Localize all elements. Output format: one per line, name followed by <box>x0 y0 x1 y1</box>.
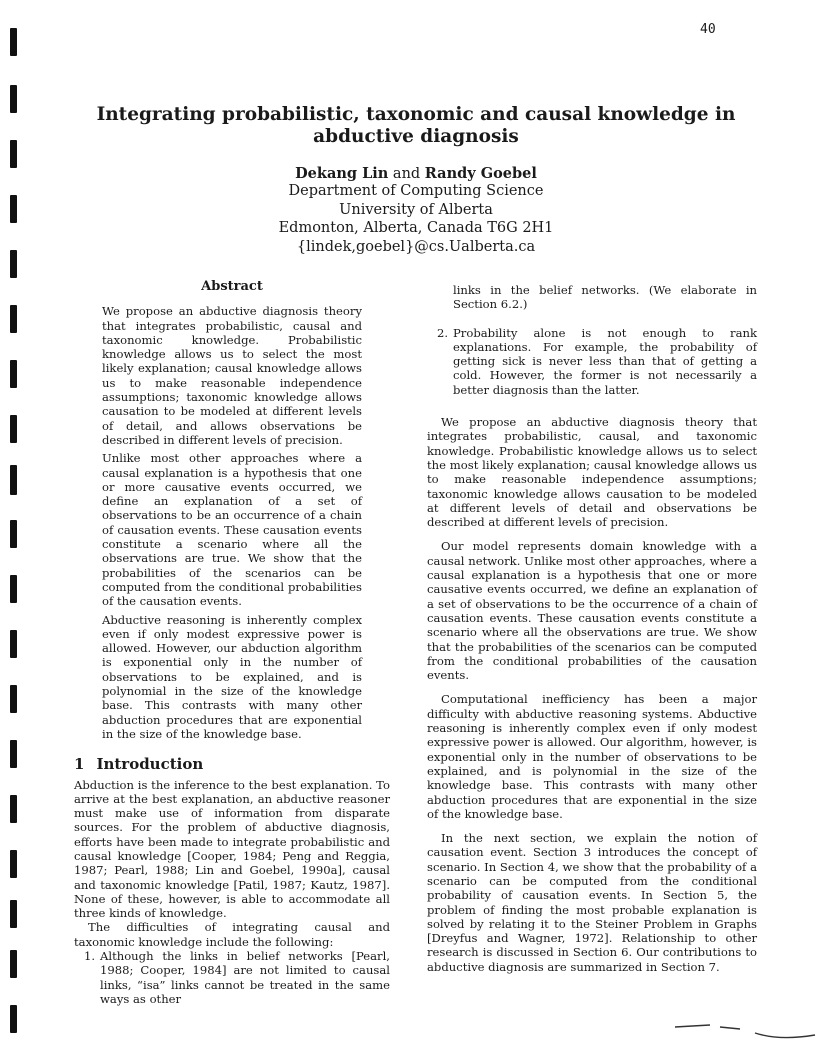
list-item <box>74 949 390 1006</box>
difficulty-list <box>74 949 390 1006</box>
list-item <box>427 326 757 397</box>
binder-mark <box>10 305 17 333</box>
binder-mark <box>10 415 17 443</box>
section-number: 1 <box>74 755 85 774</box>
list-number: 1. <box>84 949 96 964</box>
address: Edmonton, Alberta, Canada T6G 2H1 <box>278 220 554 236</box>
department: Department of Computing Science <box>288 183 544 199</box>
list-number: 2. <box>437 325 449 340</box>
list-text: Although the links in belief networks [Pearl, 1988; Cooper, 1984] are not limited to causal links, “isa” links cannot be treated in the same ways as other <box>100 949 390 1006</box>
right-column <box>427 283 757 984</box>
section-title: Introduction <box>96 755 204 774</box>
body-paragraph: The difficulties of integrating causal and taxonomic knowledge include the following: <box>74 920 390 949</box>
binder-mark <box>10 85 17 113</box>
university: University of Alberta <box>339 202 493 218</box>
email: {lindek,goebel}@cs.Ualberta.ca <box>296 239 536 255</box>
binder-mark <box>10 250 17 278</box>
abstract-paragraph: Abductive reasoning is inherently complex even if only modest expressive power is allowed. However, our abduction algorithm is exponential only in the number of observations to be explained, and is polynomial in the size of the knowledge base. This contrasts with many other abduction procedures that are exponential in the size of the knowledge base. <box>102 612 362 741</box>
author-name: Randy Goebel <box>424 165 537 182</box>
binder-mark <box>10 28 17 56</box>
binder-mark <box>10 630 17 658</box>
binder-mark <box>10 950 17 978</box>
binder-mark <box>10 140 17 168</box>
binder-mark <box>10 795 17 823</box>
binder-mark <box>10 900 17 928</box>
left-column <box>74 280 390 1006</box>
binder-mark <box>10 1005 17 1033</box>
paper-title: Integrating probabilistic, taxonomic and causal knowledge in abductive diagnosis <box>96 104 736 147</box>
binder-mark <box>10 575 17 603</box>
binder-mark <box>10 520 17 548</box>
body-paragraph: Computational inefficiency has been a major difficulty with abductive reasoning systems. Abductive reasoning is inherently complex even if only modest expressive power is allowed. Our algorithm, however, is exponential only in the number of observations to be explained, and is polynomial in the size of the knowledge base. This contrasts with many other abduction procedures that are exponential in the size of the knowledge base. <box>427 692 757 821</box>
author-conjunction: and <box>388 166 425 182</box>
pen-mark <box>670 1015 820 1045</box>
body-paragraph: Abduction is the inference to the best explanation. To arrive at the best explanation, an abductive reasoner must make use of information from disparate sources. For the problem of abductive diagnosis, efforts have been made to integrate probabilistic and causal knowledge [Cooper, 1984; Peng and Reggia, 1987; Pearl, 1988; Lin and Goebel, 1990a], causal and taxonomic knowledge [Patil, 1987; Kautz, 1987]. None of these, however, is able to accommodate all three kinds of knowledge. <box>74 777 390 921</box>
body-paragraph: In the next section, we explain the notion of causation event. Section 3 introduces the concept of scenario. In Section 4, we show that the probability of a scenario can be computed from the conditional probability of causation events. In Section 5, the problem of finding the most probable explanation is solved by relating it to the Steiner Problem in Graphs [Dreyfus and Wagner, 1972]. Relationship to other research is discussed in Section 6. Our contributions to abductive diagnosis are summarized in Section 7. <box>427 831 757 974</box>
binder-mark <box>10 740 17 768</box>
section-heading <box>74 755 390 774</box>
binder-mark <box>10 195 17 223</box>
list-item-continuation: links in the belief networks. (We elaborate in Section 6.2.) <box>453 283 757 312</box>
abstract-paragraph: We propose an abductive diagnosis theory that integrates probabilistic, causal and taxonomic knowledge. Probabilistic knowledge allows us to select the most likely explanation; causal knowledge allows us to make reasonable independence assumptions; taxonomic knowledge allows causation to be modeled at different levels of detail, and allows observations be described in different levels of precision. <box>102 304 362 447</box>
body-paragraph: We propose an abductive diagnosis theory that integrates probabilistic, causal, and taxonomic knowledge. Probabilistic knowledge allows us to select the most likely explanation; causal knowledge allows us to make reasonable independence assumptions; taxonomic knowledge allows causation to be modeled at different levels of detail and observations be described at different levels of precision. <box>427 415 757 530</box>
binder-mark <box>10 360 17 388</box>
binder-mark <box>10 465 17 495</box>
abstract-heading: Abstract <box>201 279 263 294</box>
abstract-body <box>74 304 390 741</box>
binder-mark <box>10 685 17 713</box>
list-text: Probability alone is not enough to rank explanations. For example, the probability of getting sick is never less than that of getting a cold. However, the former is not necessarily a better diagnosis than the latter. <box>453 325 757 397</box>
difficulty-list <box>427 326 757 397</box>
authors <box>80 164 752 184</box>
author-name: Dekang Lin <box>295 165 389 182</box>
page-number: 40 <box>700 22 716 37</box>
binder-mark <box>10 850 17 878</box>
abstract-paragraph: Unlike most other approaches where a causal explanation is a hypothesis that one or more causative events occurred, we define an explanation of a set of observations to be an occurrence of a chain of causation events. These causation events constitute a scenario where all the observations are true. We show that the probabilities of the scenarios can be computed from the conditional probabilities of the causation events. <box>102 451 362 609</box>
body-paragraph: Our model represents domain knowledge with a causal network. Unlike most other approaches, where a causal explanation is a hypothesis that one or more causative events occurred, we define an explanation of a set of observations to be the occurrence of a chain of causation events. These causation events constitute a scenario where all the observations are true. We show that the probabilities of the scenarios can be computed from the conditional probabilities of the causation events. <box>427 539 757 683</box>
